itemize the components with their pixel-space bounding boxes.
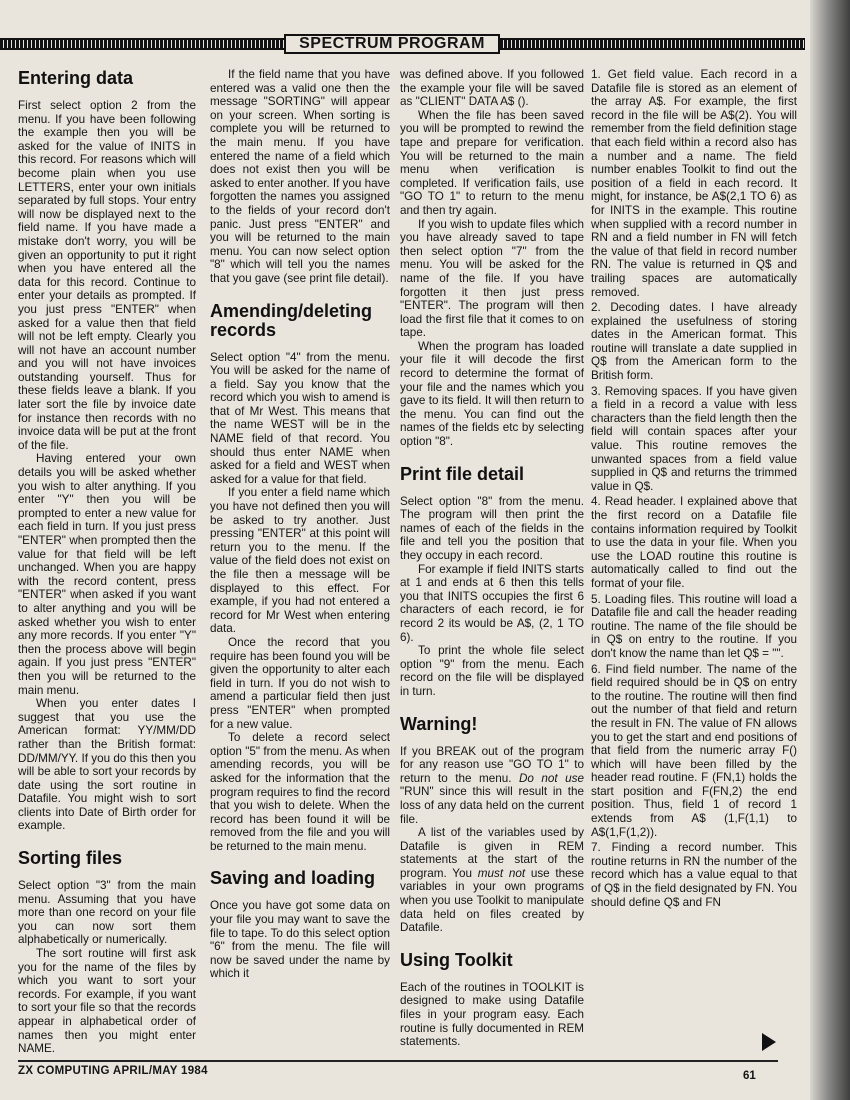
- column-1: [18, 68, 196, 1056]
- text-run: A list of the variables used by Datafile is given in REM statements at the start of the program. You: [400, 826, 584, 880]
- paragraph: Select option "8" from the menu. The program will then print the names of each of the fields in the file and tell you the position that they occupy in each record.: [400, 494, 584, 562]
- page-edge-shadow: [810, 0, 850, 1100]
- paragraph: If you enter a field name which you have not defined then you will be asked to try another. Just pressing "ENTER" at this point will return you to the menu. If the value of the field does not exist on the file then a message will be displayed to this effect. For example, if you had not entered a record for Mr West when entering data.: [210, 486, 390, 636]
- paragraph: To print the whole file select option "9" from the menu. Each record on the file will be displayed in turn.: [400, 644, 584, 698]
- heading-saving-loading: Saving and loading: [210, 868, 376, 889]
- emphasis: Do not use: [518, 771, 584, 785]
- paragraph: If the field name that you have entered was a valid one then the message "SORTING" will appear on your screen. When sorting is complete you will be returned to the main menu. If you have entered the name of a field which does not exist then you will be asked to enter another. If you have forgotten the names you assigned to the fields of your record don't panic. Just press "ENTER" and you will be returned to the main menu. You can now select option "8" which will tell you the names that you gave (see print file detail).: [210, 68, 390, 285]
- text-run: If you BREAK out of the program for any reason use "GO TO 1" to return to the menu.: [400, 744, 584, 785]
- section-banner: [0, 34, 805, 54]
- paragraph: For example if field INITS starts at 1 and ends at 6 then this tells you that INITS occupies the first 6 characters of each record, ie for record 2 its would be A$, (2, 1 TO 6).: [400, 562, 584, 644]
- paragraph-warning: [400, 745, 584, 827]
- heading-warning: Warning!: [400, 713, 478, 734]
- page-number: 61: [743, 1070, 756, 1082]
- numbered-item: 6. Find field number. The name of the field required should be in Q$ on entry to the routine. The routine will then find out the number of that field and return the result in FN. The value of FN allows you to get the start and end positions of that field from the numeric array F() which will have been filled by the header read routine. F (FN,1) holds the start position and F(FN,2) the end position. Thus, field 1 of record 1 extends from A$ (1,F(1,1) to A$(1,F(1,2)).: [591, 662, 797, 839]
- paragraph: The sort routine will first ask you for the name of the files by which you want to sort your records. For example, if you want to sort your file so that the records appear in alphabetical order of names then you might enter NAME.: [18, 947, 196, 1056]
- paragraph: Having entered your own details you will be asked whether you wish to alter anything. If you enter "Y" then you will be prompted to enter a new value for each field in turn. If you just press "ENTER" when prompted then the value for that field will be left unchanged. When you are happy with the record content, press "ENTER" when asked if you want to alter anything and you will be asked whether you wish to enter any more records. If you enter "Y" then the process above will begin again. If you just press "ENTER" then you will be returned to the main menu.: [18, 452, 196, 697]
- paragraph: If you wish to update files which you have already saved to tape then select option "7" from the menu. You will be asked for the name of the file. If you have forgotten it then just press "ENTER". The program will then load the first file that it comes to on tape.: [400, 217, 584, 340]
- heading-using-toolkit: Using Toolkit: [400, 949, 513, 970]
- paragraph-variables: [400, 826, 584, 935]
- text-run: use these variables in your own programs when you use Toolkit to manipulate data held on files created by Datafile.: [400, 866, 584, 935]
- numbered-item: 4. Read header. I explained above that the first record on a Datafile file contains information required by Toolkit to use the data in your file. When you use the LOAD routine this routine is automatically called to find out the format of your file.: [591, 495, 797, 590]
- footer-rule: [18, 1060, 778, 1062]
- paragraph: When the file has been saved you will be prompted to rewind the tape and prepare for verification. You will be returned to the main menu when verification is completed. If verification fails, use "GO TO 1" to return to the menu and then try again.: [400, 108, 584, 217]
- column-4: [591, 68, 797, 1030]
- banner-title: SPECTRUM PROGRAM: [284, 34, 500, 54]
- footer-publication: ZX COMPUTING APRIL/MAY 1984: [18, 1065, 208, 1077]
- heading-sorting-files: Sorting files: [18, 848, 123, 869]
- numbered-item: 2. Decoding dates. I have already explained the usefulness of storing dates in the American format. This routine will translate a date supplied in Q$ from the American form to the British form.: [591, 301, 797, 383]
- paragraph: Once you have got some data on your file you may want to save the file to tape. To do this select option "6" from the menu. The file will now be saved under the name by which it: [210, 899, 390, 981]
- paragraph: When the program has loaded your file it will decode the first record to determine the format of your file and the names which you gave to its field. It will then return to the menu. You can find out the names of the fields etc by selecting option "8".: [400, 339, 584, 449]
- continue-arrow-icon: [762, 1033, 776, 1051]
- numbered-item: 7. Finding a record number. This routine returns in RN the number of the record which has a value equal to that of Q$ in the field designated by FN. You should define Q$ and FN: [591, 841, 797, 909]
- paragraph: Select option "3" from the main menu. Assuming that you have more than one record on your file you can now sort them alphabetically or numerically.: [18, 879, 196, 947]
- heading-print-file-detail: Print file detail: [400, 463, 525, 484]
- emphasis: must not: [477, 866, 526, 880]
- heading-entering-data: Entering data: [18, 68, 134, 88]
- column-3: [400, 68, 584, 1049]
- paragraph: To delete a record select option "5" from the menu. As when amending records, you will be asked for the information that the program requires to find the record that you wish to delete. When the record has been found it will be removed from the file and you will be returned to the main menu.: [210, 731, 390, 853]
- numbered-item: 1. Get field value. Each record in a Datafile file is stored as an element of the array A$. For example, the first record in the file will be A$(2). You will remember from the field definition stage that each field within a record also has a number and a name. The field number enables Toolkit to find out the position of a field in each record. It might, for instance, be A$(2,1 TO 6) as for INITS in the example. This routine when supplied with a record number in RN and a field number in FN will fetch the value of that field in record number RN. The value is returned in Q$ and trailing spaces are automatically removed.: [591, 68, 797, 299]
- heading-amending-deleting: Amending/deleting records: [210, 300, 372, 340]
- numbered-item: 3. Removing spaces. If you have given a field in a record a value with less characters than the field length then the field will contain spaces after your value. This routine removes the unwanted spaces from a field value supplied in Q$ and returns the trimmed value in Q$.: [591, 384, 797, 493]
- column-2: [210, 68, 390, 1030]
- paragraph: Once the record that you require has been found you will be given the opportunity to alter each field in turn. If you do not wish to amend a particular field then just press "ENTER" when prompted for a new value.: [210, 635, 390, 731]
- text-run: "RUN" since this will result in the loss of any data held on the current file.: [400, 785, 584, 826]
- numbered-item: 5. Loading files. This routine will load a Datafile file and call the header reading routine. The name of the file should be in Q$ on entry to the routine. If you don't know the name than let Q$ = "".: [591, 592, 797, 660]
- paragraph: was defined above. If you followed the example your file will be saved as "CLIENT" DATA A$ ().: [400, 68, 584, 109]
- paragraph: When you enter dates I suggest that you use the American format: YY/MM/DD rather than the British format: DD/MM/YY. If you do this then you will be able to sort your records by date using the sort routine in Datafile. You might wish to sort clients into Date of Birth order for example.: [18, 697, 196, 833]
- paragraph: First select option 2 from the menu. If you have been following the example then you will be asked for the value of INITS in this record. For reasons which will become plain when you use LETTERS, enter your own initials separated by full stops. Your entry will now be displayed next to the field name. If you have made a mistake don't worry, you will be given an opportunity to put it right when you have entered all the data for this record. Continue to enter your details as prompted. If you just press "ENTER" when asked for a value then that field will not be left empty. Clearly you will not have an account number and you will not have invoices outstanding yourself. Thus for these fields leave a blank. If you later sort the file by invoice date for instance then records with no invoice data will be put at the front of the file.: [18, 99, 196, 452]
- paragraph: Each of the routines in TOOLKIT is designed to make using Datafile files in your program easy. Each routine is fully documented in REM statements.: [400, 980, 584, 1049]
- paragraph: Select option "4" from the menu. You will be asked for the name of a field. Say you know that the record which you wish to amend is that of Mr West. This means that the name WEST will be in the NAME field of that record. You should thus enter NAME when asked for a field and WEST when asked for a value for that field.: [210, 350, 390, 486]
